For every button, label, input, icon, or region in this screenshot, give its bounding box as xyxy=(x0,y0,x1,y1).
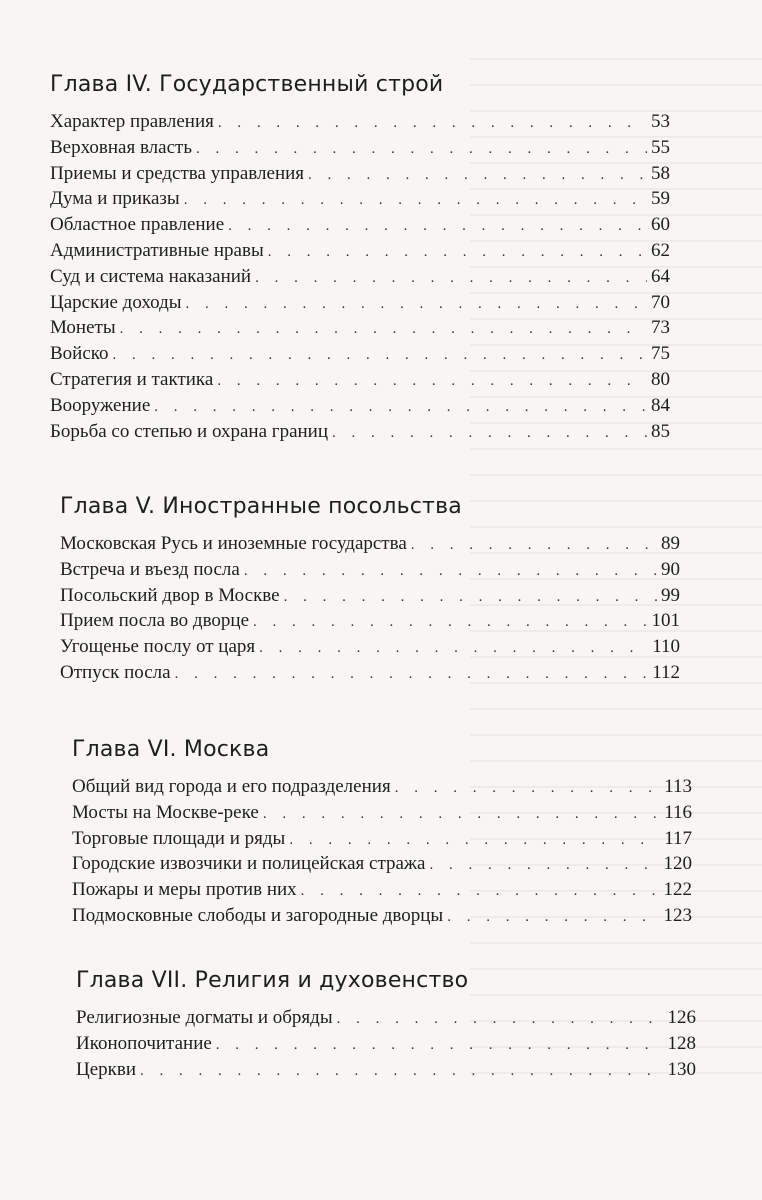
leader-dots xyxy=(217,373,647,390)
toc-entry xyxy=(50,369,670,395)
toc-list xyxy=(76,1007,696,1084)
entry-title: Городские извозчики и полицейская стража xyxy=(72,853,426,875)
toc-entry xyxy=(50,395,670,421)
leader-dots xyxy=(175,666,649,683)
entry-page-number: 59 xyxy=(651,188,670,210)
toc-entry xyxy=(76,1007,696,1033)
chapter-title: Глава VI. Москва xyxy=(72,737,270,762)
leader-dots xyxy=(447,909,659,926)
leader-dots xyxy=(120,321,647,338)
leader-dots xyxy=(284,589,657,606)
entry-title: Московская Русь и иноземные государства xyxy=(60,533,407,554)
entry-title: Мосты на Москве-реке xyxy=(72,801,259,823)
entry-page-number: 53 xyxy=(651,111,670,132)
toc-entry xyxy=(72,853,692,879)
toc-entry xyxy=(50,343,670,369)
toc-entry xyxy=(72,776,692,802)
toc-entry xyxy=(72,802,692,828)
entry-page-number: 122 xyxy=(663,879,692,901)
entry-page-number: 117 xyxy=(664,827,692,849)
entry-page-number: 99 xyxy=(661,584,680,606)
entry-page-number: 120 xyxy=(663,853,692,875)
entry-title: Стратегия и тактика xyxy=(50,368,214,390)
entry-title: Общий вид города и его подразделения xyxy=(72,776,391,797)
toc-entry xyxy=(50,163,670,189)
entry-title: Верховная власть xyxy=(50,136,192,158)
chapter-7-section xyxy=(76,968,696,1084)
toc-entry xyxy=(60,533,680,559)
toc-entry xyxy=(60,559,680,585)
leader-dots xyxy=(196,141,647,158)
entry-page-number: 64 xyxy=(651,265,670,287)
entry-page-number: 62 xyxy=(651,239,670,261)
chapter-title: Глава IV. Государственный строй xyxy=(50,72,444,97)
entry-page-number: 60 xyxy=(651,214,670,236)
chapter-5-section xyxy=(60,494,680,688)
entry-page-number: 113 xyxy=(664,776,692,797)
leader-dots xyxy=(228,218,647,235)
leader-dots xyxy=(186,296,647,313)
entry-page-number: 84 xyxy=(651,394,670,416)
leader-dots xyxy=(429,857,659,874)
entry-title: Приемы и средства управления xyxy=(50,162,305,184)
toc-entry xyxy=(50,188,670,214)
toc-entry xyxy=(60,610,680,636)
entry-title: Вооружение xyxy=(50,394,151,416)
entry-title: Встреча и въезд посла xyxy=(60,558,240,580)
entry-title: Монеты xyxy=(50,317,116,339)
chapter-title: Глава V. Иностранные посольства xyxy=(60,494,462,519)
entry-page-number: 80 xyxy=(651,368,670,390)
entry-title: Религиозные догматы и обряды xyxy=(76,1007,333,1028)
toc-entry xyxy=(60,585,680,611)
leader-dots xyxy=(263,806,660,823)
leader-dots xyxy=(301,883,660,900)
toc-entry xyxy=(72,828,692,854)
entry-title: Торговые площади и ряды xyxy=(72,827,286,849)
entry-page-number: 110 xyxy=(652,636,680,658)
toc-list xyxy=(50,111,670,446)
entry-title: Характер правления xyxy=(50,111,214,132)
leader-dots xyxy=(218,115,647,132)
entry-title: Царские доходы xyxy=(50,291,182,313)
entry-title: Суд и система наказаний xyxy=(50,265,252,287)
entry-page-number: 101 xyxy=(651,610,680,632)
toc-entry xyxy=(50,214,670,240)
entry-page-number: 123 xyxy=(663,904,692,926)
entry-title: Подмосковные слободы и загородные дворцы xyxy=(72,904,444,926)
entry-page-number: 75 xyxy=(651,343,670,365)
leader-dots xyxy=(140,1063,663,1080)
leader-dots xyxy=(411,537,657,554)
entry-title: Областное правление xyxy=(50,214,225,236)
entry-title: Посольский двор в Москве xyxy=(60,584,280,606)
leader-dots xyxy=(259,640,648,657)
entry-page-number: 112 xyxy=(652,661,680,683)
toc-entry xyxy=(50,137,670,163)
leader-dots xyxy=(154,399,647,416)
entry-page-number: 90 xyxy=(661,558,680,580)
toc-entry xyxy=(50,292,670,318)
entry-title: Угощенье послу от царя xyxy=(60,636,256,658)
toc-entry xyxy=(76,1033,696,1059)
leader-dots xyxy=(332,425,647,442)
entry-title: Церкви xyxy=(76,1058,137,1080)
entry-title: Дума и приказы xyxy=(50,188,180,210)
leader-dots xyxy=(308,167,647,184)
leader-dots xyxy=(289,832,660,849)
toc-list xyxy=(60,533,680,688)
entry-page-number: 85 xyxy=(651,420,670,442)
toc-entry xyxy=(72,879,692,905)
leader-dots xyxy=(253,614,647,631)
toc-entry xyxy=(60,636,680,662)
entry-title: Пожары и меры против них xyxy=(72,879,297,901)
toc-entry xyxy=(60,662,680,688)
leader-dots xyxy=(184,192,647,209)
entry-page-number: 128 xyxy=(667,1032,696,1054)
entry-title: Войско xyxy=(50,343,109,365)
chapter-title: Глава VII. Религия и духовенство xyxy=(76,968,469,993)
entry-page-number: 126 xyxy=(667,1007,696,1028)
entry-title: Иконопочитание xyxy=(76,1032,212,1054)
entry-title: Административные нравы xyxy=(50,239,264,261)
leader-dots xyxy=(244,563,657,580)
toc-entry xyxy=(76,1059,696,1085)
entry-page-number: 130 xyxy=(667,1058,696,1080)
leader-dots xyxy=(337,1011,664,1028)
entry-page-number: 70 xyxy=(651,291,670,313)
toc-entry xyxy=(50,317,670,343)
toc-entry xyxy=(72,905,692,931)
toc-entry xyxy=(50,266,670,292)
entry-title: Борьба со степью и охрана границ xyxy=(50,420,329,442)
entry-title: Прием посла во дворце xyxy=(60,610,250,632)
leader-dots xyxy=(268,244,647,261)
leader-dots xyxy=(395,780,661,797)
toc-entry xyxy=(50,421,670,447)
entry-page-number: 89 xyxy=(661,533,680,554)
chapter-6-section xyxy=(72,737,692,931)
entry-page-number: 55 xyxy=(651,136,670,158)
leader-dots xyxy=(255,270,647,287)
toc-entry xyxy=(50,240,670,266)
toc-entry xyxy=(50,111,670,137)
entry-page-number: 58 xyxy=(651,162,670,184)
chapter-4-section xyxy=(50,72,670,446)
entry-page-number: 73 xyxy=(651,317,670,339)
leader-dots xyxy=(216,1037,664,1054)
entry-page-number: 116 xyxy=(664,801,692,823)
entry-title: Отпуск посла xyxy=(60,661,171,683)
leader-dots xyxy=(113,347,647,364)
toc-list xyxy=(72,776,692,931)
